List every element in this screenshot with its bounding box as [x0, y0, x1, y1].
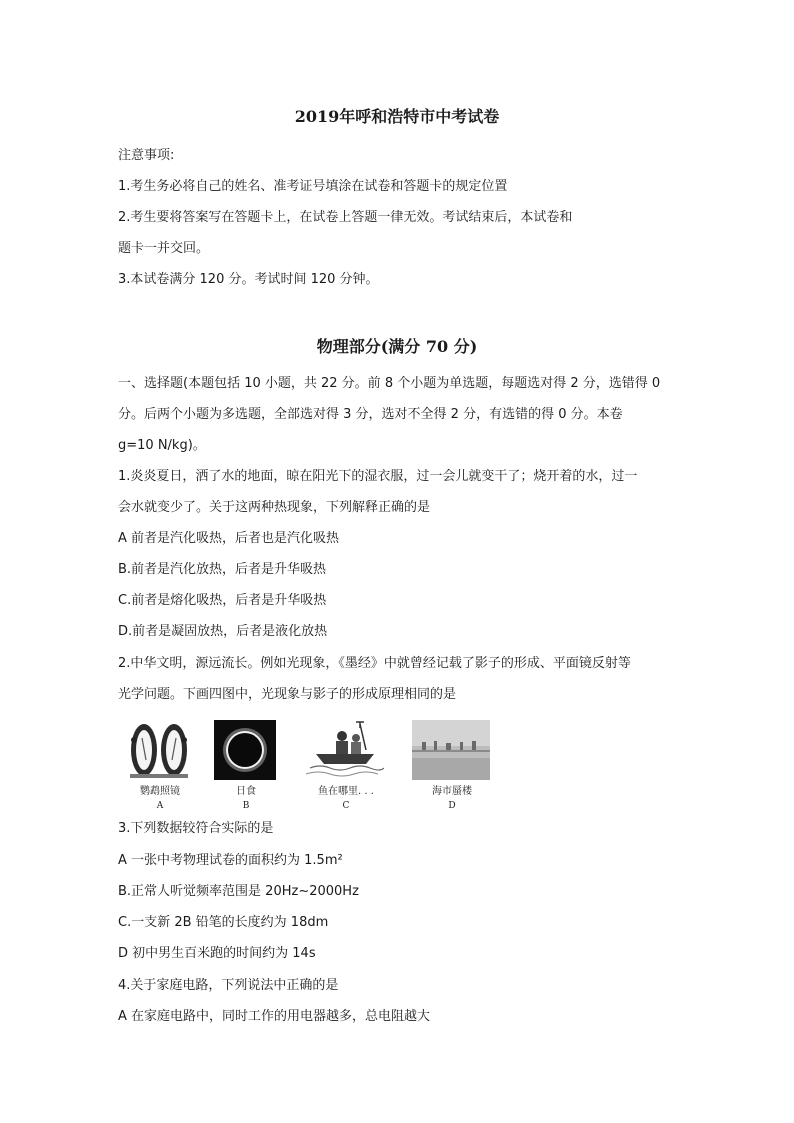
figure-b-letter: B: [242, 801, 250, 811]
question-1-option-a: A 前者是汽化吸热，后者也是汽化吸热: [118, 531, 340, 546]
question-2-figures: [118, 720, 498, 812]
figure-a: [118, 720, 202, 812]
section-instruction: g=10 N/kg)。: [118, 438, 206, 453]
question-3-option-b: B.正常人听觉频率范围是 20Hz~2000Hz: [118, 884, 359, 899]
question-1-option-d: D.前者是凝固放热，后者是液化放热: [118, 624, 328, 639]
section-instruction: 一、选择题(本题包括 10 小题，共 22 分。前 8 个小题为单选题，每题选对得 2 分，选错得 0: [118, 376, 661, 391]
question-4-stem: 4.关于家庭电路，下列说法中正确的是: [118, 978, 339, 993]
question-1-option-c: C.前者是熔化吸热，后者是升华吸热: [118, 593, 327, 608]
figure-a-caption: 鹦鹉照镜: [140, 786, 180, 797]
question-3-option-c: C.一支新 2B 铅笔的长度约为 18dm: [118, 915, 329, 930]
notice-item: 1.考生务必将自己的姓名、准考证号填涂在试卷和答题卡的规定位置: [118, 179, 508, 194]
notice-item: 2.考生要将答案写在答题卡上，在试卷上答题一律无效。考试结束后，本试卷和: [118, 210, 573, 225]
exam-title: 2019年呼和浩特市中考试卷: [294, 107, 500, 126]
figure-c-letter: C: [342, 801, 350, 811]
notice-heading: 注意事项:: [118, 148, 175, 163]
figure-b-caption: 日食: [236, 786, 256, 797]
question-2-stem: 光学问题。下画四图中，光现象与影子的形成原理相同的是: [118, 687, 457, 702]
question-1-option-b: B.前者是汽化放热，后者是升华吸热: [118, 562, 327, 577]
figure-d-letter: D: [448, 801, 456, 811]
question-1-stem: 1.炎炎夏日，洒了水的地面，晾在阳光下的湿衣服，过一会儿就变干了；烧开着的水，过一: [118, 469, 638, 484]
figure-c-caption: 鱼在哪里. . .: [318, 786, 374, 797]
question-1-stem: 会水就变少了。关于这两种热现象，下列解释正确的是: [118, 500, 431, 515]
question-3-option-d: D 初中男生百米跑的时间约为 14s: [118, 946, 316, 961]
solar-eclipse-image: [206, 720, 284, 780]
question-3-option-a: A 一张中考物理试卷的面积约为 1.5m²: [118, 853, 343, 868]
fishing-boat-image: [306, 720, 384, 780]
section-title: 物理部分(满分 70 分): [316, 337, 478, 356]
section-instruction: 分。后两个小题为多选题，全部选对得 3 分，选对不全得 2 分，有选错的得 0 分。本卷: [118, 407, 623, 422]
figure-a-letter: A: [156, 801, 164, 811]
figure-c: [304, 720, 388, 812]
notice-item: 题卡一并交回。: [118, 241, 210, 256]
parrot-mirror-image: [120, 720, 198, 780]
figure-b: [204, 720, 288, 812]
question-3-stem: 3.下列数据较符合实际的是: [118, 821, 274, 836]
mirage-image: [412, 720, 490, 780]
figure-d-caption: 海市蜃楼: [432, 786, 472, 797]
question-4-option-a: A 在家庭电路中，同时工作的用电器越多，总电阻越大: [118, 1009, 431, 1024]
notice-item: 3.本试卷满分 120 分。考试时间 120 分钟。: [118, 272, 379, 287]
question-2-stem: 2.中华文明，源远流长。例如光现象，《墨经》中就曾经记载了影子的形成、平面镜反射等: [118, 656, 631, 671]
figure-d: [410, 720, 494, 812]
